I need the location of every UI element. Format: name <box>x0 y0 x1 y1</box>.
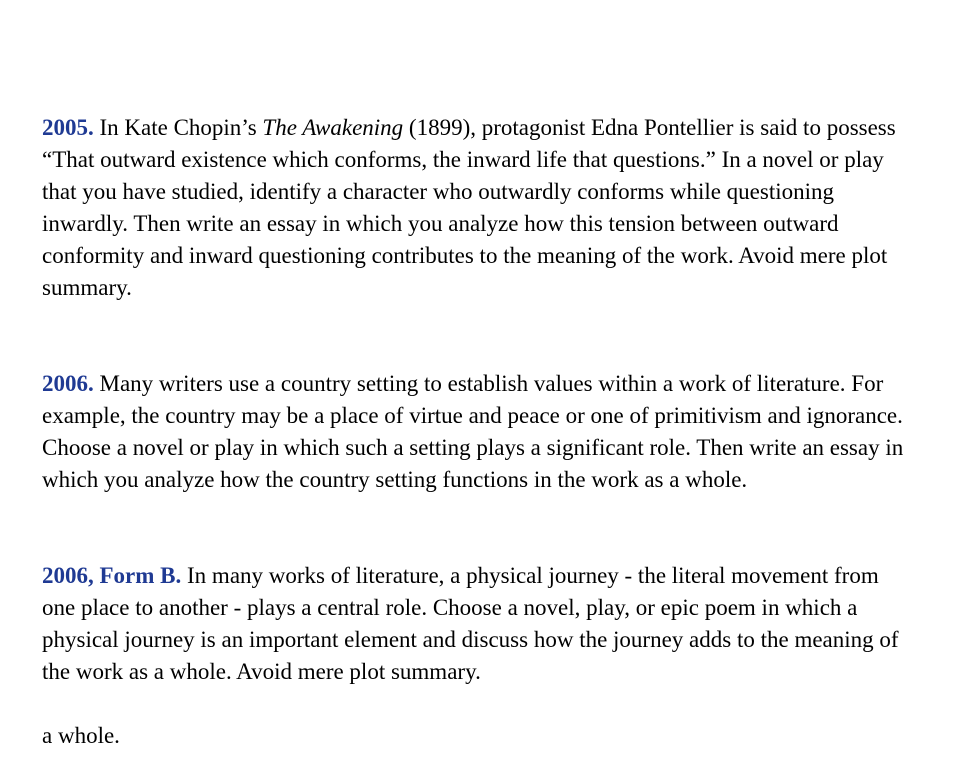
prompt-year-label: 2006, Form B. <box>42 563 182 588</box>
prompt-text: In Kate Chopin’s <box>93 115 263 140</box>
prompt-year-label: 2005. <box>42 115 94 140</box>
prompt-list <box>42 80 912 784</box>
work-title: The Awakening <box>262 115 404 140</box>
prompt-text: Many writers use a country setting to establish values within a work of literature. For example, the country may be a place of virtue and peace or one of primitivism and ignorance. Choose a novel or play in which such a setting plays a significant role. Then write an essay in which you analyze how the country setting functions in the work as a whole. <box>42 371 904 492</box>
prompt-2006-form-b <box>42 560 912 688</box>
prompt-text: In many works of literature, a physical journey - the literal movement from one place to another - plays a central role. Choose a novel, play, or epic poem in which a physical journey is an important element and discuss how the journey adds to the meaning of the work as a whole. Avoid mere plot summary. <box>42 563 899 684</box>
prompt-year-label: 2006. <box>42 371 94 396</box>
trailing-text: a whole. <box>42 723 120 748</box>
prompt-2005 <box>42 112 912 304</box>
prompt-2006 <box>42 368 912 496</box>
prompt-text: (1899), protagonist Edna Pontellier is said to possess “That outward existence which conforms, the inward life that questions.” In a novel or play that you have studied, identify a character who outwardly conforms while questioning inwardly. Then write an essay in which you analyze how this tension between outward conformity and inward questioning contributes to the meaning of the work. Avoid mere plot summary. <box>42 115 896 300</box>
